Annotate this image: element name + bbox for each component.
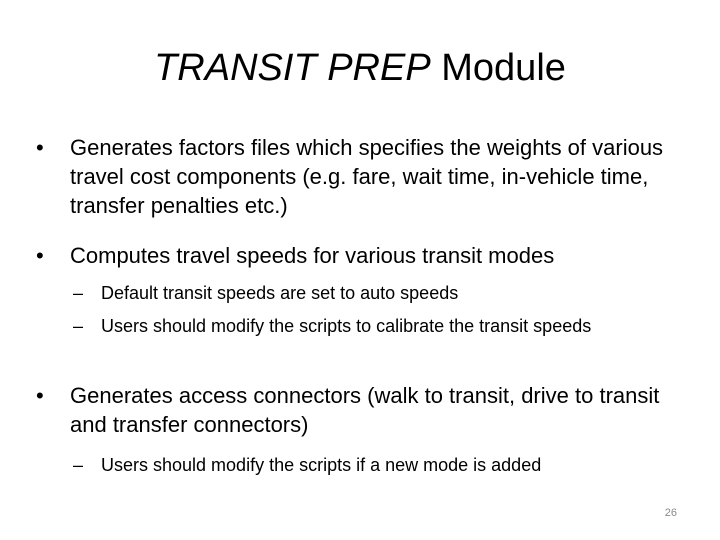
page-number: 26	[664, 507, 677, 519]
bullet-access-connectors	[36, 381, 686, 439]
sub-bullet-calibrate-speeds	[73, 314, 673, 338]
bullet-text: Generates factors files which specifies the weights of various travel cost components (e.g. fare, wait time, in-vehicle time, transfer penalties etc.)	[70, 135, 664, 218]
bullet-travel-speeds	[36, 241, 686, 270]
bullet-mark: •	[36, 383, 44, 408]
bullet-text: Generates access connectors (walk to transit, drive to transit and transfer connectors)	[70, 383, 660, 437]
bullet-factors-files	[36, 133, 686, 220]
sub-bullet-text: Users should modify the scripts if a new mode is added	[101, 455, 542, 475]
slide-title	[0, 44, 720, 92]
bullet-mark: •	[36, 243, 44, 268]
sub-bullet-new-mode	[73, 453, 673, 477]
bullet-text: Computes travel speeds for various transit modes	[70, 243, 555, 268]
bullet-mark: •	[36, 135, 44, 160]
sub-bullet-mark: –	[73, 455, 84, 475]
sub-bullet-text: Default transit speeds are set to auto speeds	[101, 283, 459, 303]
slide-title-italic: TRANSIT PREP	[154, 47, 431, 89]
sub-bullet-mark: –	[73, 316, 84, 336]
sub-bullet-mark: –	[73, 283, 84, 303]
slide-title-rest: Module	[430, 47, 566, 89]
sub-bullet-text: Users should modify the scripts to calibrate the transit speeds	[101, 316, 592, 336]
sub-bullet-default-speeds	[73, 281, 673, 305]
